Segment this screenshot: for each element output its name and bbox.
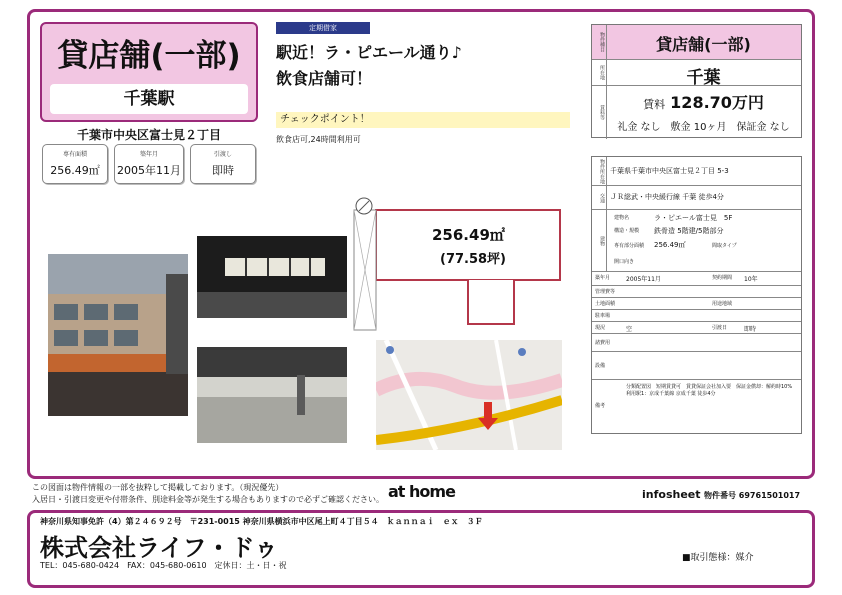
detail-row-parking <box>592 309 801 321</box>
headline-1: 駅近！ラ・ピエール通り♪ <box>276 43 462 62</box>
rent-value: 128.70万円 <box>670 93 764 112</box>
title-box <box>40 22 258 122</box>
property-number-label: 物件番号 <box>704 491 736 500</box>
detail-transport-label: 交通 <box>592 186 607 209</box>
floor-plan-tsubo: (77.58坪) <box>440 252 507 267</box>
detail-building-name: ラ・ピエール富士見 5F <box>654 214 733 222</box>
detail-built-label: 築年月 <box>595 275 611 281</box>
detail-remarks-label: 備考 <box>595 403 606 409</box>
detail-built: 2005年11月 <box>626 276 661 283</box>
detail-address-label: 物件所在地 <box>592 157 607 185</box>
stat-handover-label: 引渡し <box>213 151 232 158</box>
detail-row-address <box>592 157 801 185</box>
summary-type-label: 物件種目 <box>592 25 607 59</box>
headline-2: 飲食店舗可！ <box>276 69 373 88</box>
stat-built-value: 2005年11月 <box>117 164 181 177</box>
detail-facilities-label: 設備 <box>595 363 606 369</box>
detail-area-label: 専有部分面積 <box>614 243 645 249</box>
detail-parking-label: 駐車場 <box>595 313 611 319</box>
checkpoint-title: チェックポイント！ <box>276 112 570 128</box>
infosheet-label: infosheet <box>642 488 701 501</box>
location-map <box>376 340 562 450</box>
detail-area: 256.49㎡ <box>654 241 686 249</box>
stat-handover <box>190 144 256 184</box>
summary-row-city <box>592 59 801 88</box>
property-number <box>704 490 800 501</box>
detail-status-label: 現況 <box>595 325 606 331</box>
summary-type: 貸店舗(一部) <box>656 35 751 54</box>
fixed-term-badge: 定期借家 <box>276 22 370 34</box>
building-exterior-photo <box>48 254 188 416</box>
summary-city: 千葉 <box>686 68 721 88</box>
detail-building-name-label: 建物名 <box>614 215 630 221</box>
floor-plan <box>350 196 564 336</box>
details-table <box>591 156 802 434</box>
detail-building-label: 建物 <box>592 210 607 271</box>
detail-other-fee-label: 諸費用 <box>595 340 611 346</box>
transaction-type: ■取引態様：媒介 <box>682 553 754 563</box>
stat-built <box>114 144 184 184</box>
stat-area-value: 256.49㎡ <box>50 164 100 177</box>
rent-terms: 礼金 なし 敷金 10ヶ月 保証金 なし <box>617 122 790 133</box>
detail-row-status <box>592 321 801 333</box>
company-name: 株式会社ライフ・ドゥ <box>40 534 278 562</box>
property-type-title: 貸店舗(一部) <box>57 38 241 74</box>
detail-layout-label: 間取タイプ <box>712 243 737 249</box>
rent-label: 賃料 <box>643 98 666 111</box>
detail-row-remarks <box>592 379 801 435</box>
summary-rent-label-side: 賃料等 <box>592 86 607 139</box>
detail-row-built <box>592 271 801 285</box>
station-label: 千葉駅 <box>50 84 248 114</box>
detail-contract-label: 契約期間 <box>712 275 733 281</box>
detail-row-land <box>592 297 801 309</box>
detail-mgmt-label: 管理費等 <box>595 289 616 295</box>
athome-logo: at home <box>388 482 455 501</box>
detail-row-building <box>592 209 801 271</box>
disclaimer-2: 入居日・引渡日変更や付帯条件、別途料金等が発生する場合もありますので必ずご確認ください。 <box>32 495 384 504</box>
detail-handover-label: 引渡日 <box>712 325 728 331</box>
detail-land-label: 土地面積 <box>595 301 616 307</box>
detail-status: 空 <box>626 326 633 333</box>
contact-info: TEL：045-680-0424 FAX：045-680-0610 定休日：土・日・祝 <box>40 561 287 570</box>
interior-photo-1 <box>197 236 347 318</box>
summary-city-label: 所在地 <box>592 60 607 85</box>
detail-row-other-fee <box>592 333 801 351</box>
summary-row-type <box>592 25 801 59</box>
detail-structure: 鉄骨造 5階建/5階部分 <box>654 227 724 235</box>
property-number-value: 69761501017 <box>738 491 801 500</box>
floor-plan-area: 256.49㎡ <box>432 226 505 244</box>
summary-row-rent <box>592 85 801 139</box>
detail-structure-label: 構造・規模 <box>614 228 640 234</box>
detail-row-facilities <box>592 351 801 379</box>
detail-direction-label: 開口向き <box>614 259 635 265</box>
stat-built-label: 築年月 <box>139 151 158 158</box>
detail-handover: 即時 <box>744 326 757 333</box>
detail-row-mgmt <box>592 285 801 297</box>
rent-line <box>606 90 801 113</box>
detail-transport: ＪＲ総武・中央緩行線 千葉 徒歩4分 <box>610 193 724 201</box>
detail-address: 千葉県千葉市中央区富士見２丁目 5-3 <box>610 167 729 175</box>
disclaimer-1: この図面は物件情報の一部を抜粋して掲載しております。（現況優先） <box>32 483 284 492</box>
stat-area-label: 専有面積 <box>62 151 87 158</box>
detail-row-transport <box>592 185 801 209</box>
detail-zoning-label: 用途地域 <box>712 301 733 307</box>
detail-contract: 10年 <box>744 276 758 283</box>
license-info: 神奈川県知事免許（4）第２４６９２号 〒231-0015 神奈川県横浜市中区尾上町４丁目５４ ｋａｎｎａｉ ｅｘ ３Ｆ <box>40 517 483 526</box>
checkpoint-text: 飲食店可,24時間利用可 <box>276 135 361 144</box>
stat-handover-value: 即時 <box>212 164 234 177</box>
stat-area <box>42 144 108 184</box>
address-short: 千葉市中央区富士見２丁目 <box>76 128 221 142</box>
interior-photo-2 <box>197 347 347 443</box>
summary-table <box>591 24 802 138</box>
detail-remarks: 分類配置図 短期賃貸可 賃貸保証会社加入要 保証金償却：解約時10% 利用駅1：京成千葉線 京成千葉 徒歩4分 <box>626 384 798 397</box>
